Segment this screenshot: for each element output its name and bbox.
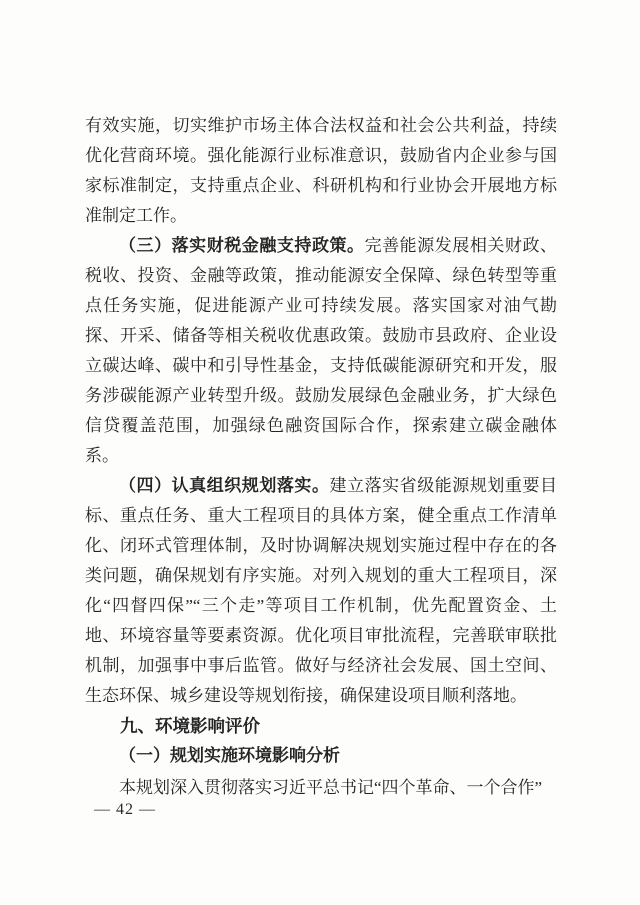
page-number: — 42 —	[94, 801, 156, 818]
paragraph-lead-bold: （四）认真组织规划落实。	[119, 476, 330, 495]
section-heading-environmental-impact: 九、环境影响评价	[120, 716, 260, 736]
paragraph-body-text: 完善能源发展相关财政、税收、投资、金融等政策，推动能源安全保障、绿色转型等重点任务实施，促进能源产业可持续发展。落实国家对油气勘探、开采、储备等相关税收优惠政策。鼓励市县政府、企业设立碳达峰、碳中和引导性基金，支持低碳能源研究和开发，服务涉碳能源产业转型升级。鼓励发展绿色金融业务，扩大绿色信贷覆盖范围，加强绿色融资国际合作，探索建立碳金融体系。	[85, 236, 558, 465]
paragraph-fiscal-tax-finance	[85, 231, 557, 471]
paragraph-continuation: 有效实施，切实维护市场主体合法权益和社会公共利益，持续优化营商环境。强化能源行业标准意识，鼓励省内企业参与国家标准制定，支持重点企业、科研机构和行业协会开展地方标准制定工作。	[85, 116, 557, 225]
paragraph-lead-bold: （三）落实财税金融支持政策。	[119, 236, 365, 255]
paragraph-body-text: 建立落实省级能源规划重要目标、重点任务、重大工程项目的具体方案，健全重点工作清单化、闭环式管理体制，及时协调解决规划实施过程中存在的各类问题，确保规划有序实施。对列入规划的重大工程项目，深化“四督四保”“三个走”等项目工作机制，优先配置资金、土地、环境容量等要素资源。优化项目审批流程，完善联审联批机制，加强事中事后监管。做好与经济社会发展、国土空间、生态环保、城乡建设等规划衔接，确保建设项目顺利落地。	[85, 476, 557, 705]
paragraph-plan-implementation	[85, 471, 557, 711]
paragraph-opening: 本规划深入贯彻落实习近平总书记“四个革命、一个合作”	[119, 778, 543, 797]
subsection-heading-impact-analysis: （一）规划实施环境影响分析	[119, 746, 340, 765]
body-text	[85, 111, 557, 803]
